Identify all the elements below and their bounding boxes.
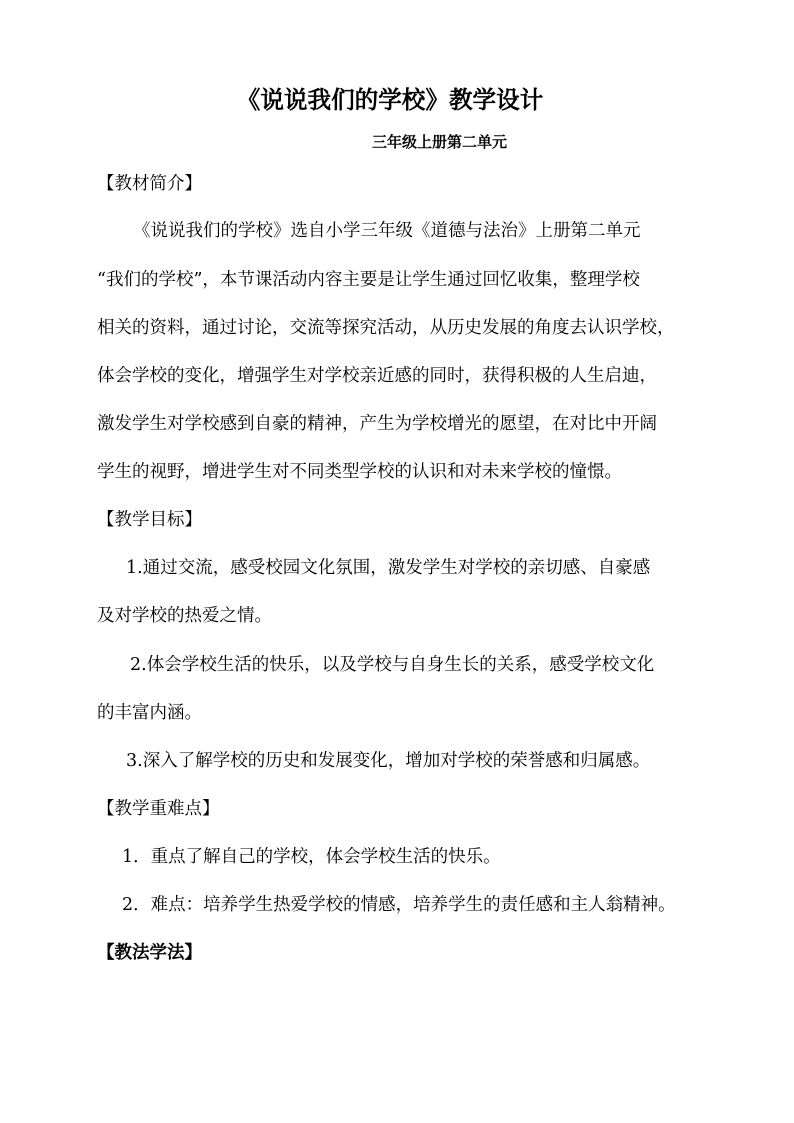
intro-line-2: “我们的学校”，本节课活动内容主要是让学生通过回忆收集，整理学校 [97,270,640,290]
section-heading-methods: 【教法学法】 [97,943,202,963]
intro-line-6: 学生的视野，增进学生对不同类型学校的认识和对未来学校的憧憬。 [97,462,622,482]
intro-line-3: 相关的资料，通过讨论，交流等探究活动，从历史发展的角度去认识学校， [97,318,675,338]
section-heading-intro: 【教材简介】 [97,174,202,194]
goals-line-2: 及对学校的热爱之情。 [97,606,272,626]
intro-line-4: 体会学校的变化，增强学生对学校亲近感的同时，获得积极的人生启迪， [97,366,657,386]
document-title: 《说说我们的学校》教学设计 [236,85,544,114]
goals-line-1: 1.通过交流，感受校园文化氛围，激发学生对学校的亲切感、自豪感 [126,558,651,578]
goals-line-4: 的丰富内涵。 [97,703,202,723]
document-subtitle: 三年级上册第二单元 [372,133,508,151]
intro-line-1: 《说说我们的学校》选自小学三年级《道德与法治》上册第二单元 [133,221,641,241]
intro-line-5: 激发学生对学校感到自豪的精神，产生为学校增光的愿望，在对比中开阔 [97,414,657,434]
goals-line-5: 3.深入了解学校的历史和发展变化，增加对学校的荣誉感和归属感。 [126,751,651,771]
keypoints-line-2: 2．难点：培养学生热爱学校的情感，培养学生的责任感和主人翁精神。 [122,895,676,915]
section-heading-keypoints: 【教学重难点】 [97,799,220,819]
keypoints-line-1: 1．重点了解自己的学校，体会学校生活的快乐。 [122,847,501,867]
goals-line-3: 2.体会学校生活的快乐，以及学校与自身生长的关系，感受学校文化 [130,655,655,675]
section-heading-goals: 【教学目标】 [97,510,202,530]
